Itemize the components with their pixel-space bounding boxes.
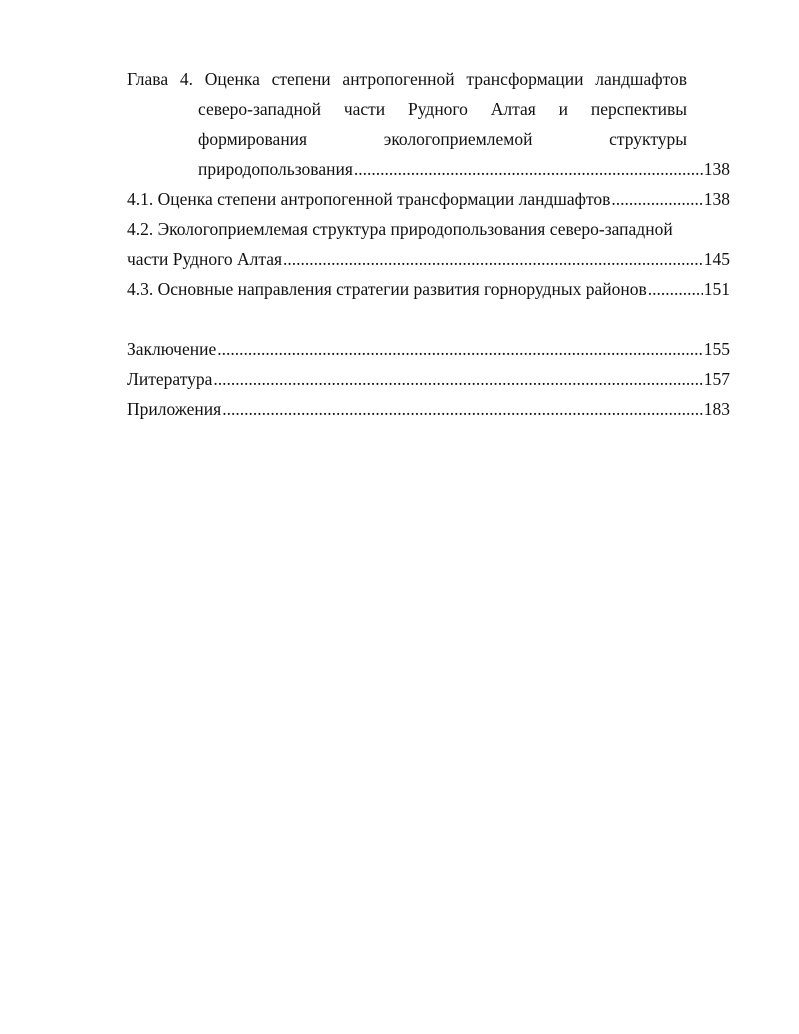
toc-entry-appendices — [127, 394, 730, 424]
toc-entry-title: Литература — [127, 369, 213, 389]
toc-leader-dots — [354, 154, 703, 184]
toc-chapter4-title-line4: природопользования — [198, 159, 353, 179]
toc-entry-literature — [127, 364, 730, 394]
toc-entry-4-1 — [127, 184, 730, 214]
toc-entry-conclusion — [127, 334, 730, 364]
toc-chapter4-line1 — [127, 64, 730, 94]
toc-leader-dots — [213, 364, 702, 394]
toc-page-number: 157 — [703, 369, 730, 389]
toc-entry-title: Приложения — [127, 399, 222, 419]
toc-entry-4-2-line2 — [127, 244, 730, 274]
toc-page-number: 151 — [703, 279, 730, 299]
toc-leader-dots — [222, 394, 703, 424]
toc-leader-dots — [217, 334, 703, 364]
toc-page-number: 155 — [703, 339, 730, 359]
toc-entry-title: Заключение — [127, 339, 217, 359]
toc-leader-dots — [611, 184, 702, 214]
toc-leader-dots — [648, 274, 703, 304]
toc-entry-4-2-line1 — [127, 214, 730, 244]
toc-page-number: 138 — [703, 189, 730, 209]
toc-chapter4-line2 — [127, 94, 730, 124]
toc-chapter4-line3 — [127, 124, 730, 154]
toc-page-number: 138 — [703, 159, 730, 179]
toc-entry-4-3 — [127, 274, 730, 304]
toc-leader-dots — [283, 244, 703, 274]
toc-chapter4-title-line2: северо-западной части Рудного Алтая и перспективы — [198, 99, 687, 119]
toc-entry-title: 4.3. Основные направления стратегии развития горнорудных районов — [127, 279, 647, 299]
toc-chapter4-title-line3: формирования экологоприемлемой структуры — [198, 129, 687, 149]
toc-page-number: 145 — [703, 249, 730, 269]
toc-entry-title-line2: части Рудного Алтая — [127, 249, 283, 269]
toc-page-number: 183 — [703, 399, 730, 419]
table-of-contents — [127, 64, 730, 424]
toc-entry-title: 4.1. Оценка степени антропогенной трансформации ландшафтов — [127, 189, 611, 209]
toc-spacer — [127, 304, 730, 334]
toc-entry-title-line1: 4.2. Экологоприемлемая структура природопользования северо-западной — [127, 219, 673, 239]
toc-chapter4-line4 — [127, 154, 730, 184]
toc-chapter4-title-line1: Глава 4. Оценка степени антропогенной трансформации ландшафтов — [127, 69, 687, 89]
